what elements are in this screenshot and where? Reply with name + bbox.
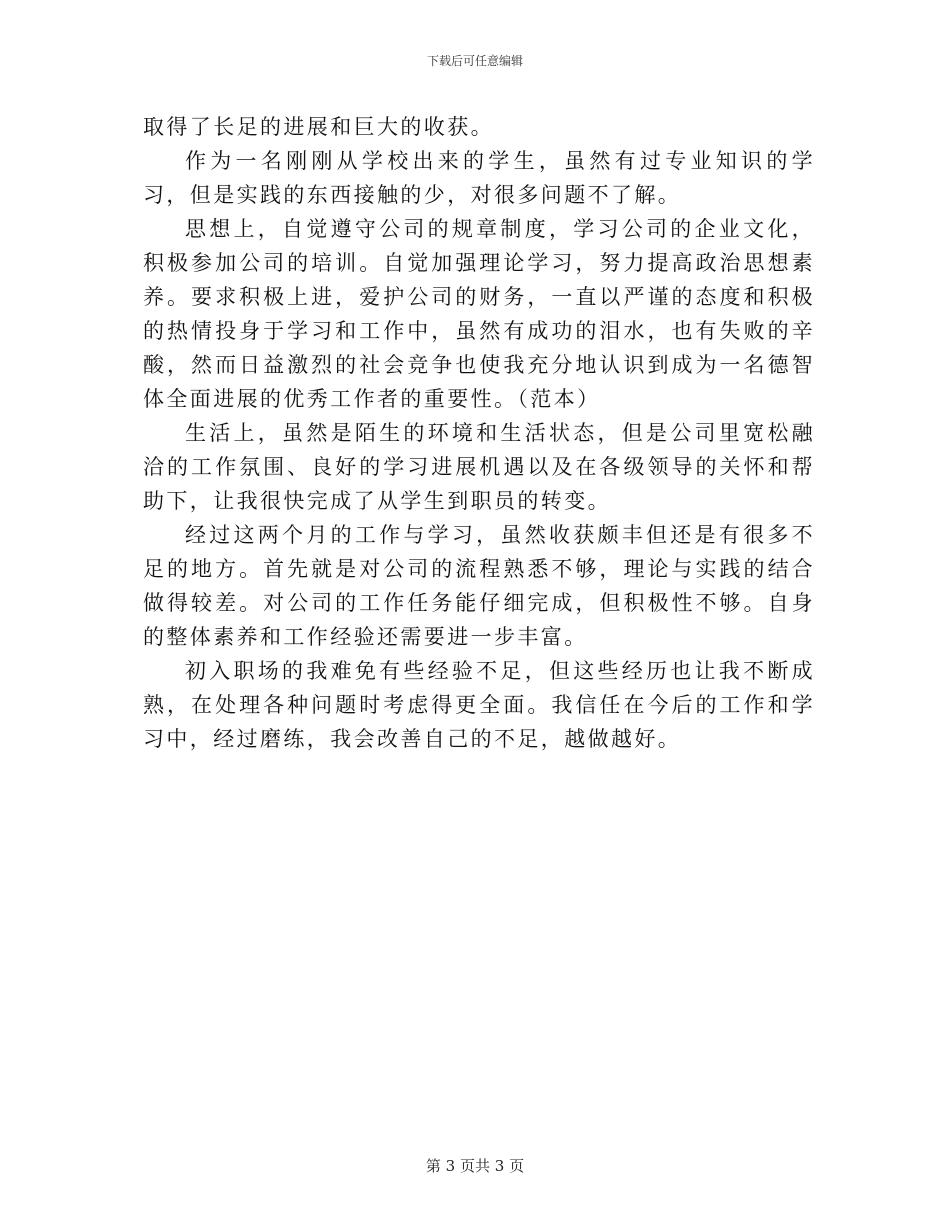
paragraph: 生活上，虽然是陌生的环境和生活状态，但是公司里宽松融洽的工作氛围、良好的学习进展机遇以及在各级领导的关怀和帮助下，让我很快完成了从学生到职员的转变。: [143, 421, 815, 513]
paragraph: 取得了长足的进展和巨大的收获。: [143, 115, 494, 139]
paragraph: 作为一名刚刚从学校出来的学生，虽然有过专业知识的学习，但是实践的东西接触的少，对很多问题不了解。: [143, 149, 815, 207]
paragraph: 初入职场的我难免有些经验不足，但这些经历也让我不断成熟，在处理各种问题时考虑得更全面。我信任在今后的工作和学习中，经过磨练，我会改善自己的不足，越做越好。: [143, 659, 815, 751]
page-number: 第 3 页共 3 页: [425, 1157, 525, 1175]
page-header: 下载后可任意编辑: [426, 54, 523, 68]
paragraph: 经过这两个月的工作与学习，虽然收获颇丰但还是有很多不足的地方。首先就是对公司的流程熟悉不够，理论与实践的结合做得较差。对公司的工作任务能仔细完成，但积极性不够。自身的整体素养和工作经验还需要进一步丰富。: [143, 523, 815, 649]
document-body: [143, 110, 815, 756]
paragraph: 思想上，自觉遵守公司的规章制度，学习公司的企业文化，积极参加公司的培训。自觉加强理论学习，努力提高政治思想素养。要求积极上进，爱护公司的财务，一直以严谨的态度和积极的热情投身于学习和工作中，虽然有成功的泪水，也有失败的辛酸，然而日益激烈的社会竞争也使我充分地认识到成为一名德智体全面进展的优秀工作者的重要性。（范本）: [143, 217, 815, 411]
